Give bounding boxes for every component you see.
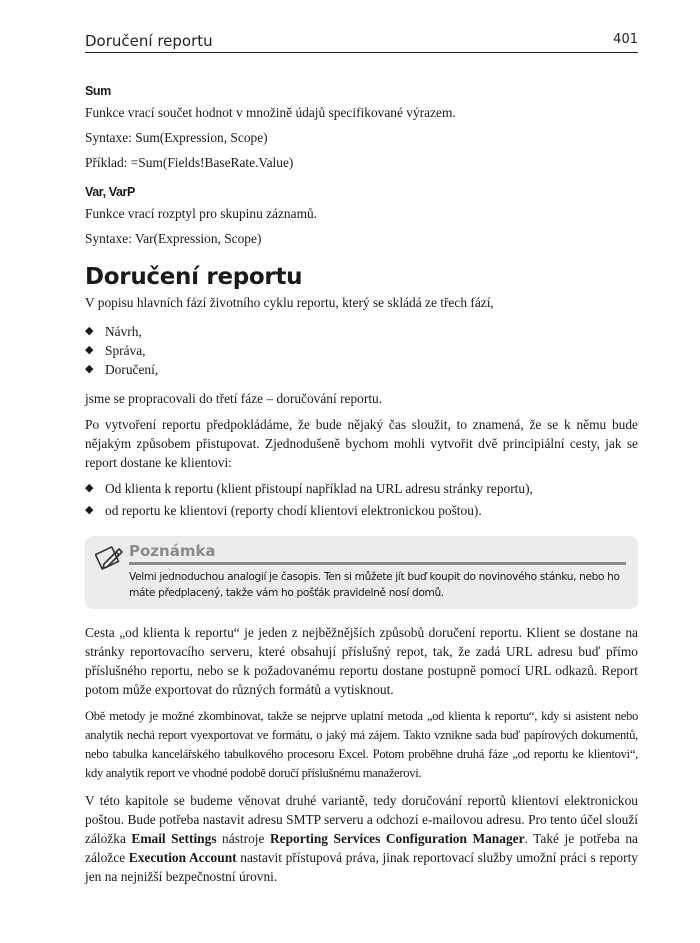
list-item: ◆ Návrh, — [85, 324, 142, 339]
page-number: 401 — [613, 32, 638, 47]
list-item: ◆ Správa, — [85, 343, 146, 358]
ways-list — [85, 479, 638, 520]
entry-heading: Var, VarP — [85, 185, 135, 199]
diamond-bullet-icon: ◆ — [85, 363, 94, 375]
diamond-bullet-icon: ◆ — [85, 325, 94, 337]
entry-sum — [85, 84, 638, 172]
page — [85, 30, 638, 886]
pencil-note-icon — [95, 544, 123, 572]
body-paragraph: V této kapitole se budeme věnovat druhé variantě, tedy doručování reportů klientovi elektronickou poštou. Bude potřeba nastavit adresu SMTP serveru a odchozí e-mailovou adresu. Pro tento účel slouží záložka Email Settings nástroje Reporting Services Configuration Manager. Také je potřeba na záložce Execution Account nastavit přístupová práva, jinak reportovací služby umožní práci s reporty jen na nejnižší bezpečnostní úrovni. — [85, 793, 638, 884]
entry-syntax: Syntaxe: Sum(Expression, Scope) — [85, 130, 268, 145]
note-text: Velmi jednoduchou analogií je časopis. Ten si můžete jít buď koupit do novinového stánku, nebo ho máte předplacený, takže vám ho pošťák pravidelně nosí domů. — [129, 571, 620, 599]
entry-description: Funkce vrací rozptyl pro skupinu záznamů. — [85, 206, 318, 221]
body-paragraph: Obě metody je možné zkombinovat, takže se nejprve uplatní metoda „od klienta k reportu“, kdy si asistent nebo analytik nechá report vyexportovat ve formátu, o jaký má zájem. Takto vznikne sada buď papírových dokumentů, nebo tabulka kancelářského tabulkového procesoru Excel. Potom proběhne druhá fáze „od reportu ke klientovi“, kdy analytik report ve vhodné podobě doručí příslušnému manažerovi. — [85, 709, 638, 780]
note-box — [85, 536, 638, 609]
entry-description: Funkce vrací součet hodnot v množině údajů specifikované výrazem. — [85, 105, 456, 120]
entry-example: Příklad: =Sum(Fields!BaseRate.Value) — [85, 155, 294, 170]
bold-term: Reporting Services Configuration Manager — [269, 831, 525, 846]
bold-term: Execution Account — [128, 850, 237, 865]
phase-list — [85, 322, 638, 379]
intro-paragraph: V popisu hlavních fází životního cyklu reportu, který se skládá ze třech fází, — [85, 295, 494, 310]
entry-syntax: Syntaxe: Var(Expression, Scope) — [85, 231, 262, 246]
body-paragraph: Cesta „od klienta k reportu“ je jeden z nejběžnějších způsobů doručení reportu. Klient se dostane na stránky reportovacího serveru, které obsahují příslušný repot, tak, že zadá URL adresu buď přímo příslušného reportu, nebo se k požadovanému reportu dostane postupně pomocí URL odkazů. Report potom může exportovat do různých formátů a vytisknout. — [85, 625, 638, 697]
list-item: ◆ od reportu ke klientovi (reporty chodí klientovi elektronickou poštou). — [85, 503, 482, 518]
ways-paragraph: Po vytvoření reportu předpokládáme, že bude nějaký čas sloužit, to znamená, že se k němu bude nějakým způsobem přistupovat. Zjednodušeně bychom mohli vytvořit dvě principiální cesty, jak se report dostane ke klientovi: — [85, 417, 638, 470]
running-header — [85, 30, 638, 53]
running-title: Doručení reportu — [85, 32, 213, 50]
diamond-bullet-icon: ◆ — [85, 482, 94, 494]
list-item: ◆ Od klienta k reportu (klient přistoupí například na URL adresu stránky reportu), — [85, 481, 533, 496]
entry-heading: Sum — [85, 84, 111, 98]
bold-term: Email Settings — [131, 831, 217, 846]
after-phases-paragraph: jsme se propracovali do třetí fáze – doručování reportu. — [85, 391, 383, 406]
entry-var — [85, 185, 638, 248]
list-item: ◆ Doručení, — [85, 362, 159, 377]
section-heading: Doručení reportu — [85, 264, 303, 290]
diamond-bullet-icon: ◆ — [85, 344, 94, 356]
note-title: Poznámka — [129, 542, 626, 565]
diamond-bullet-icon: ◆ — [85, 504, 94, 516]
